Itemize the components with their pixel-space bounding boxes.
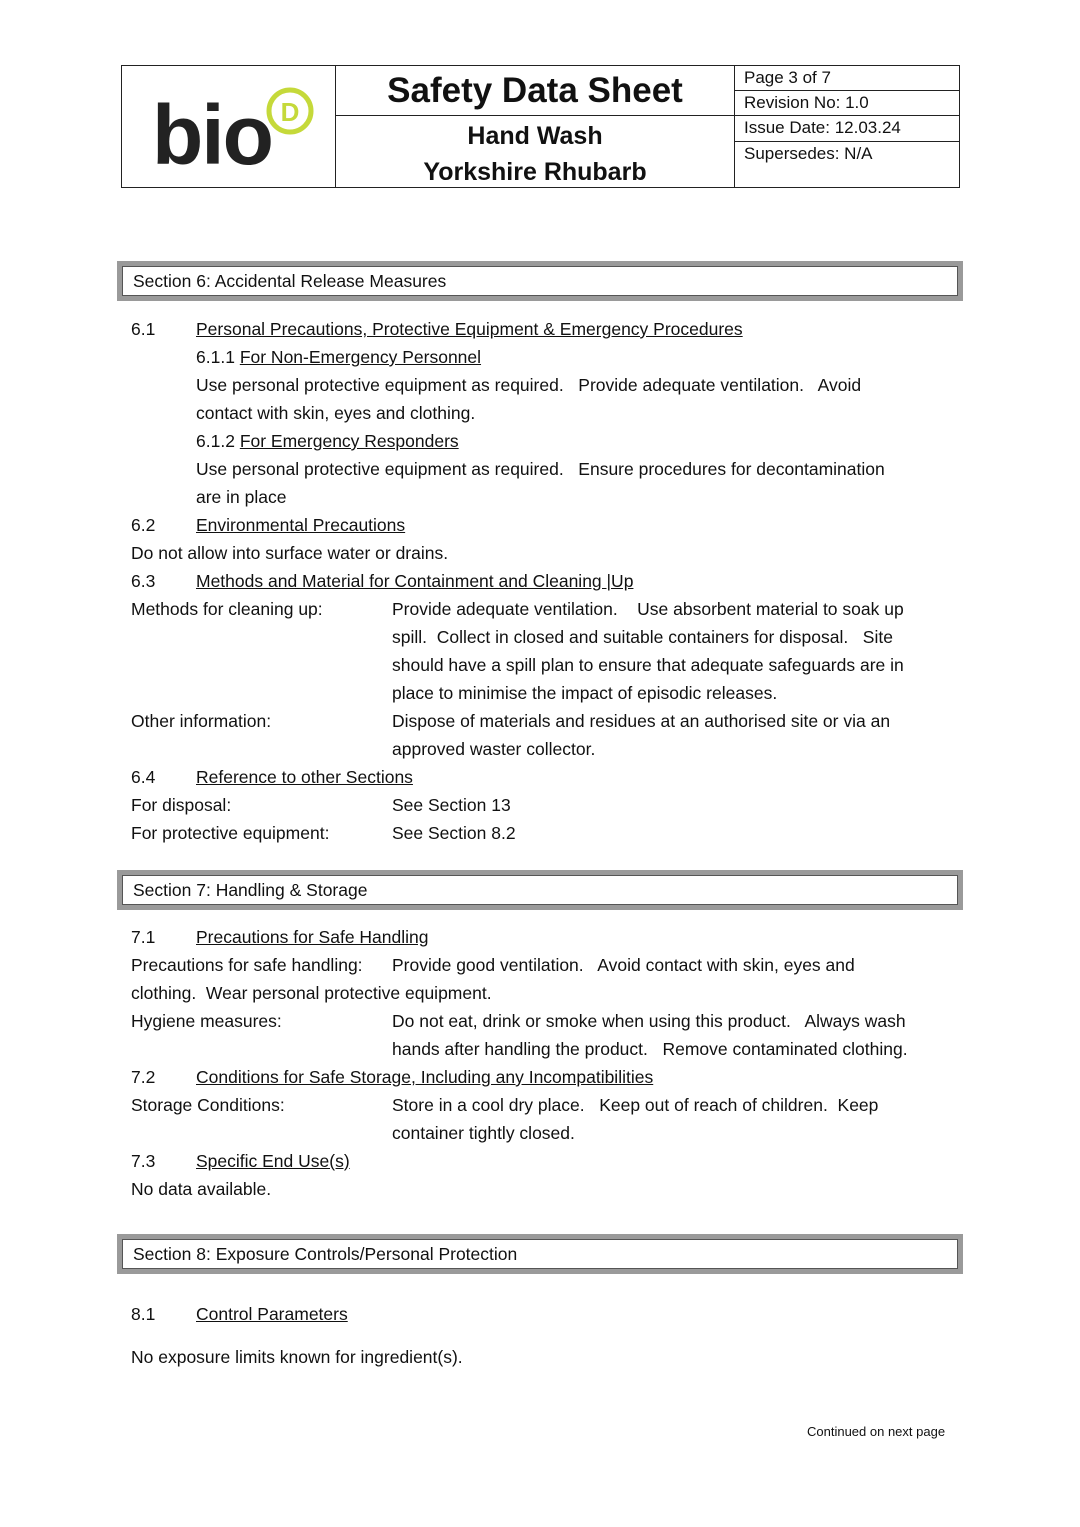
bio-d-logo [122,66,336,186]
s612-number: 6.1.2 [196,431,235,451]
logo-text: bio [152,88,272,182]
s611-heading [196,343,481,371]
section-8-title: Section 8: Exposure Controls/Personal Protection [133,1244,518,1264]
s81-text: No exposure limits known for ingredient(s). [131,1347,463,1367]
section-8-header [117,1234,963,1274]
title-cell [336,66,735,187]
s72-number: 7.2 [131,1067,156,1087]
s612-text-line1: Use personal protective equipment as required. Ensure procedures for decontamination [196,459,885,479]
hygiene-label: Hygiene measures: [131,1011,282,1031]
cleaning-label: Methods for cleaning up: [131,599,323,619]
supersedes: Supersedes: N/A [744,144,873,163]
s73-number: 7.3 [131,1151,156,1171]
logo-cell [122,66,336,187]
storage-label: Storage Conditions: [131,1095,285,1115]
cleaning-line2: spill. Collect in closed and suitable containers for disposal. Site [392,627,893,647]
s61-heading: Personal Precautions, Protective Equipment & Emergency Procedures [196,319,743,339]
s71-heading: Precautions for Safe Handling [196,927,429,947]
cleaning-line3: should have a spill plan to ensure that adequate safeguards are in [392,655,904,675]
cleaning-line1: Provide adequate ventilation. Use absorbent material to soak up [392,599,904,619]
protective-label: For protective equipment: [131,823,330,843]
s73-heading: Specific End Use(s) [196,1151,350,1171]
document-header [121,65,960,188]
s611-number: 6.1.1 [196,347,235,367]
s64-number: 6.4 [131,767,156,787]
s73-text: No data available. [131,1179,272,1199]
cleaning-line4: place to minimise the impact of episodic releases. [392,683,778,703]
s612-text-line2: are in place [196,487,287,507]
storage-line1: Store in a cool dry place. Keep out of reach of children. Keep [392,1095,879,1115]
s81-number: 8.1 [131,1304,156,1324]
s62-number: 6.2 [131,515,156,535]
s71-number: 7.1 [131,927,156,947]
s611-title: For Non-Emergency Personnel [239,347,482,367]
hygiene-line2: hands after handling the product. Remove contaminated clothing. [392,1039,908,1059]
page-number: Page 3 of 7 [735,66,959,91]
handling-line1: Provide good ventilation. Avoid contact with skin, eyes and [392,955,855,975]
s61-number: 6.1 [131,319,156,339]
product-name-line1: Hand Wash [467,122,603,150]
s62-text: Do not allow into surface water or drains. [131,543,449,563]
s611-text-line2: contact with skin, eyes and clothing. [196,403,476,423]
section-7-title: Section 7: Handling & Storage [133,880,368,900]
hygiene-line1: Do not eat, drink or smoke when using this product. Always wash [392,1011,906,1031]
handling-label: Precautions for safe handling: [131,955,363,975]
s63-heading: Methods and Material for Containment and Cleaning |Up [196,571,634,591]
revision-number: Revision No: 1.0 [735,91,959,116]
section-6-title: Section 6: Accidental Release Measures [133,271,447,291]
document-meta [735,66,959,187]
section-7-header [117,870,963,910]
handling-line2: clothing. Wear personal protective equipment. [131,983,492,1003]
s63-number: 6.3 [131,571,156,591]
issue-date: Issue Date: 12.03.24 [735,116,959,142]
product-name [336,118,734,190]
disposal-value: See Section 13 [392,795,511,815]
other-info-label: Other information: [131,711,272,731]
s62-heading: Environmental Precautions [196,515,406,535]
document-title: Safety Data Sheet [336,66,734,116]
disposal-label: For disposal: [131,795,232,815]
s611-text-line1: Use personal protective equipment as required. Provide adequate ventilation. Avoid [196,375,862,395]
other-info-line1: Dispose of materials and residues at an authorised site or via an [392,711,891,731]
s612-title: For Emergency Responders [239,431,459,451]
s72-heading: Conditions for Safe Storage, Including any Incompatibilities [196,1067,654,1087]
protective-value: See Section 8.2 [392,823,516,843]
section-6-header [117,261,963,301]
s64-heading: Reference to other Sections [196,767,413,787]
other-info-line2: approved waster collector. [392,739,596,759]
storage-line2: container tightly closed. [392,1123,575,1143]
s612-heading [196,427,459,455]
s81-heading: Control Parameters [196,1304,348,1324]
continued-note: Continued on next page [807,1424,946,1439]
logo-badge-letter: D [280,97,300,127]
product-name-line2: Yorkshire Rhubarb [423,158,647,186]
